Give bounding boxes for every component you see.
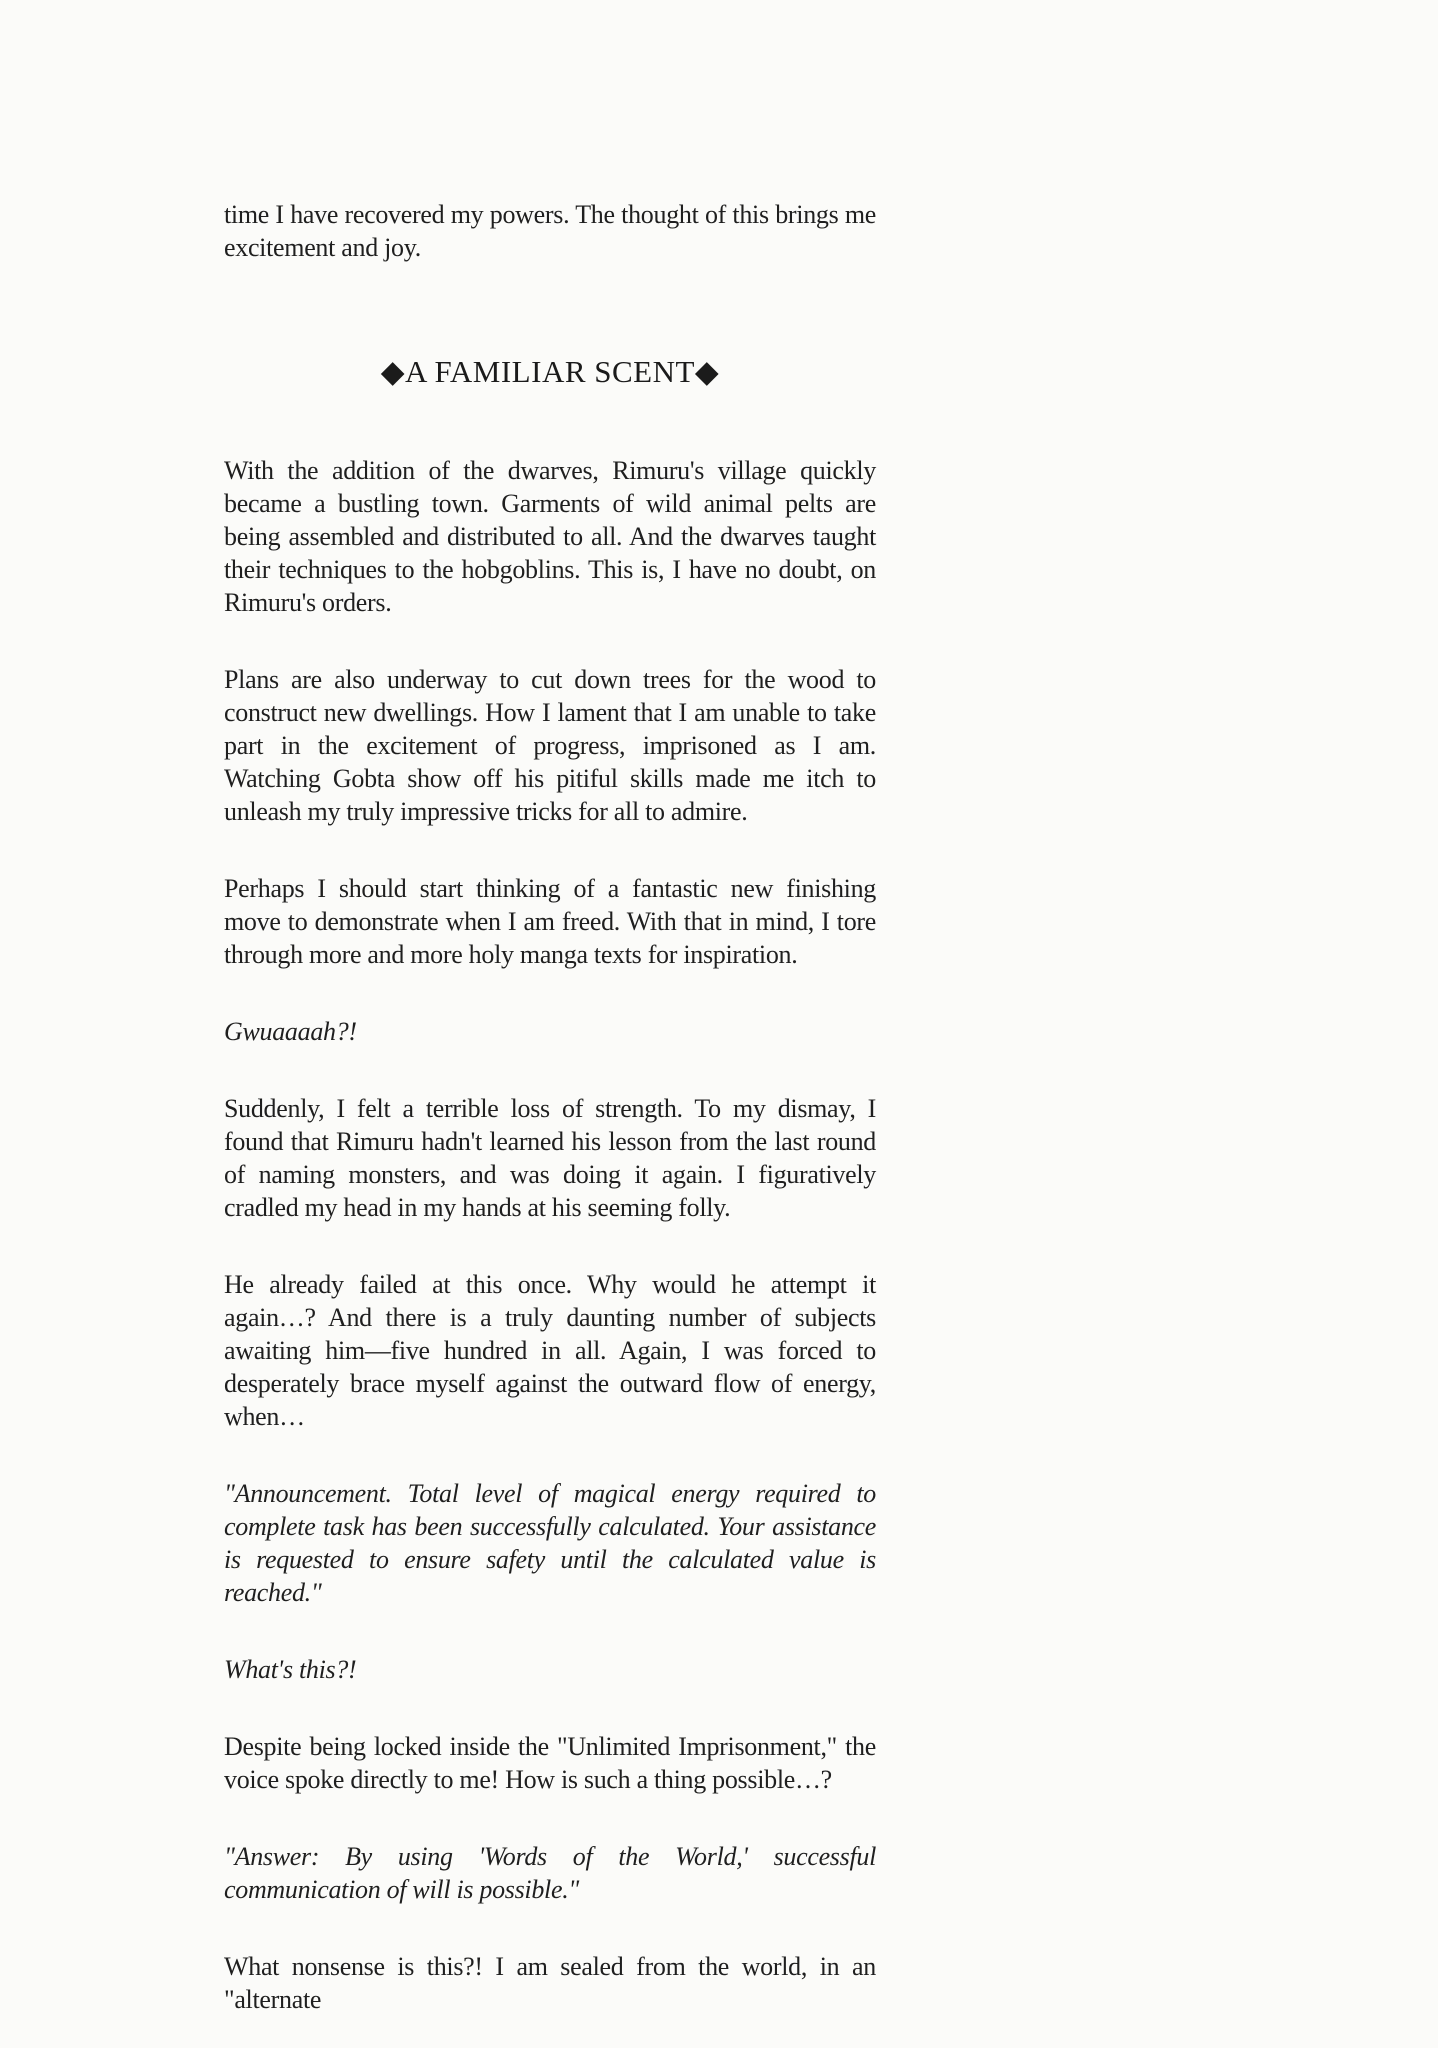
text-column <box>224 198 876 2048</box>
paragraph-dwarves-village: With the addition of the dwarves, Rimuru's village quickly became a bustling town. Garments of wild animal pelts are being assembled and distributed to all. And the dwarves taught their techniques to the hobgoblins. This is, I have no doubt, on Rimuru's orders. <box>224 456 876 617</box>
paragraph-loss-of-strength: Suddenly, I felt a terrible loss of strength. To my dismay, I found that Rimuru hadn't learned his lesson from the last round of naming monsters, and was doing it again. I figuratively cradled my head in my hands at his seeming folly. <box>224 1094 876 1222</box>
paragraph-failed-once: He already failed at this once. Why would he attempt it again…? And there is a truly daunting number of subjects awaiting him—five hundred in all. Again, I was forced to desperately brace myself against the outward flow of energy, when… <box>224 1270 876 1431</box>
paragraph-construction-plans: Plans are also underway to cut down trees for the wood to construct new dwellings. How I lament that I am unable to take part in the excitement of progress, imprisoned as I am. Watching Gobta show off his pitiful skills made me itch to unleash my truly impressive tricks for all to admire. <box>224 665 876 826</box>
paragraph-opening-fragment: time I have recovered my powers. The thought of this brings me excitement and joy. <box>224 200 876 262</box>
paragraph-whats-this: What's this?! <box>224 1655 357 1684</box>
paragraph-exclamation: Gwuaaaah?! <box>224 1017 357 1046</box>
paragraph-finishing-move: Perhaps I should start thinking of a fantastic new finishing move to demonstrate when I am freed. With that in mind, I tore through more and more holy manga texts for inspiration. <box>224 874 876 969</box>
section-heading: ◆A FAMILIAR SCENT◆ <box>380 354 720 389</box>
paragraph-announcement-quote: "Announcement. Total level of magical energy required to complete task has been successfully calculated. Your assistance is requested to ensure safety until the calculated value is reached." <box>224 1479 876 1607</box>
paragraph-answer-quote: "Answer: By using 'Words of the World,' successful communication of will is possible." <box>224 1842 876 1904</box>
paragraph-closing-fragment: What nonsense is this?! I am sealed from the world, in an "alternate <box>224 1952 876 2014</box>
paragraph-unlimited-imprisonment: Despite being locked inside the "Unlimited Imprisonment," the voice spoke directly to me! How is such a thing possible…? <box>224 1732 876 1794</box>
